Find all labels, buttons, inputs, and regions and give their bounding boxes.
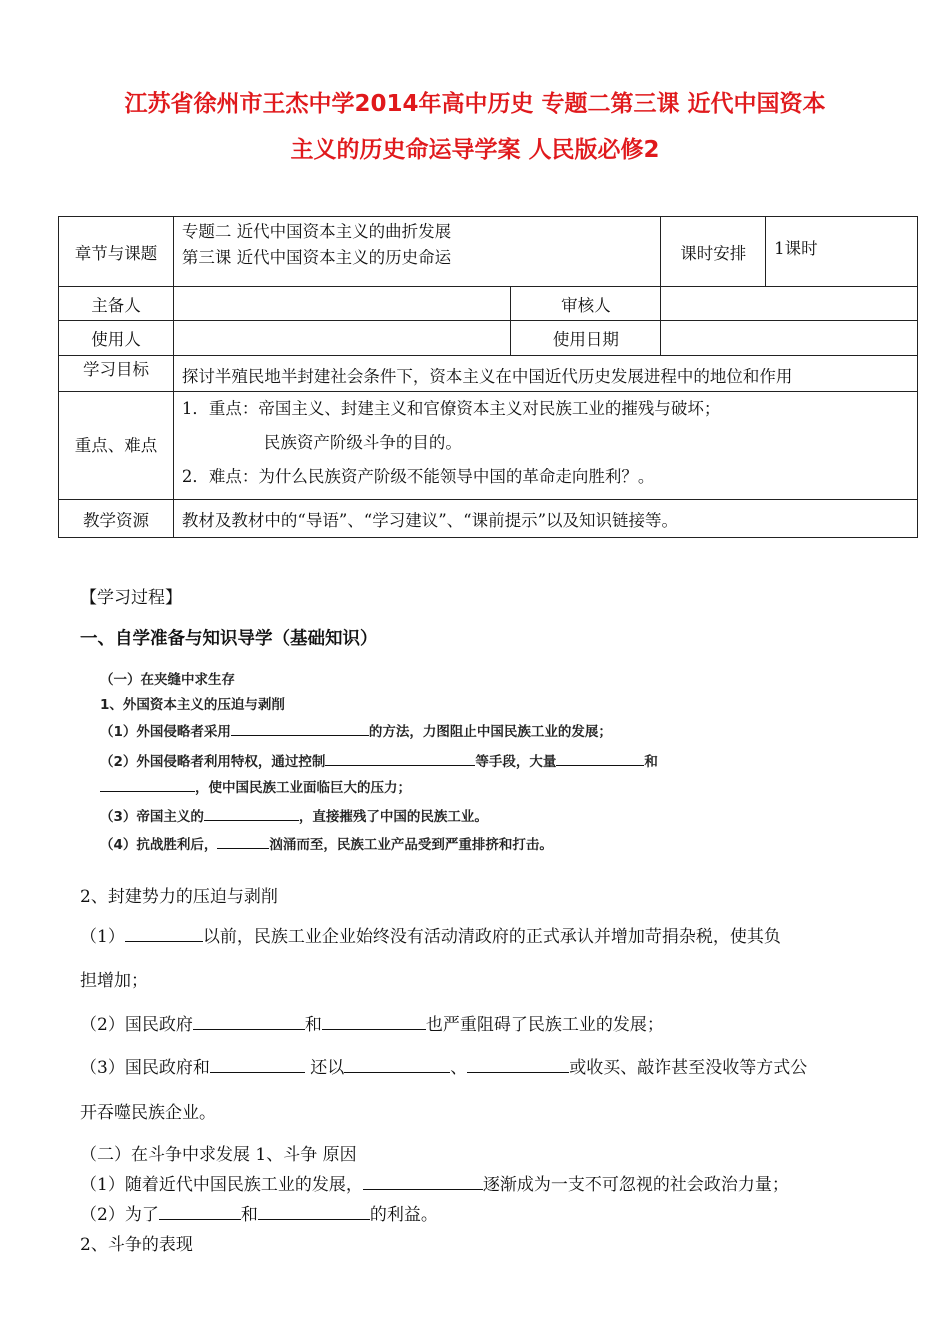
lesson-info-table (58, 216, 918, 538)
preparer-label: 主备人 (59, 287, 174, 321)
blank[interactable] (363, 1173, 483, 1190)
blank[interactable] (467, 1056, 569, 1073)
blank[interactable] (100, 777, 195, 792)
reviewer-label: 审核人 (511, 287, 661, 321)
chapter-value: 专题二 近代中国资本主义的曲折发展 第三课 近代中国资本主义的历史命运 (173, 217, 660, 287)
blank[interactable] (210, 1056, 305, 1073)
blank[interactable] (322, 1013, 426, 1030)
learning-process-heading: 【学习过程】 (80, 588, 182, 608)
date-value (661, 321, 918, 356)
document-title-line2: 主义的历史命运导学案 人民版必修2 (290, 137, 660, 163)
preparer-value (173, 287, 511, 321)
blank[interactable] (125, 925, 203, 942)
reviewer-value (661, 287, 918, 321)
scan-line-4: （2）外国侵略者利用特权，通过控制 等手段，大量 和 (100, 750, 658, 770)
resource-label: 教学资源 (59, 500, 174, 538)
blank[interactable] (258, 1203, 370, 1220)
feudal-title: 2、封建势力的压迫与剥削 (80, 887, 278, 907)
feudal-item-3: （3）国民政府和 还以 、 或收买、敲诈甚至没收等方式公 (80, 1058, 808, 1078)
feudal-item-2: （2）国民政府 和 也严重阻碍了民族工业的发展； (80, 1015, 664, 1035)
blank[interactable] (556, 751, 644, 766)
goal-value: 探讨半殖民地半封建社会条件下，资本主义在中国近代历史发展进程中的地位和作用 (173, 356, 917, 392)
cause-item-2: （2）为了 和 的利益。 (80, 1205, 438, 1225)
schedule-label: 课时安排 (661, 217, 766, 287)
cause-item-1: （1）随着近代中国民族工业的发展， 逐渐成为一支不可忽视的社会政治力量； (80, 1175, 789, 1195)
blank[interactable] (344, 1056, 450, 1073)
resource-value: 教材及教材中的“导语”、“学习建议”、“课前提示”以及知识链接等。 (173, 500, 917, 538)
scan-line-7: （4）抗战胜利后， 汹涌而至，民族工业产品受到严重排挤和打击。 (100, 833, 553, 853)
document-title-line1: 江苏省徐州市王杰中学2014年高中历史 专题二第三课 近代中国资本 (124, 91, 826, 117)
goal-label: 学习目标 (59, 356, 174, 392)
key-points-label: 重点、难点 (59, 392, 174, 500)
date-label: 使用日期 (511, 321, 661, 356)
feudal-item-1: （1） 以前，民族工业企业始终没有活动清政府的正式承认并增加苛捐杂税，使其负 (80, 927, 781, 947)
blank[interactable] (204, 806, 299, 821)
scan-line-1: （一）在夹缝中求生存 (100, 672, 235, 688)
blank[interactable] (193, 1013, 305, 1030)
struggle-title: 2、斗争的表现 (80, 1235, 193, 1255)
blank[interactable] (231, 721, 369, 736)
schedule-value: 1课时 (766, 217, 918, 287)
scan-line-2: 1、外国资本主义的压迫与剥削 (100, 697, 285, 713)
chapter-label: 章节与课题 (59, 217, 174, 287)
scan-line-3: （1）外国侵略者采用 的方法，力图阻止中国民族工业的发展； (100, 720, 612, 740)
scan-line-5: ，使中国民族工业面临巨大的压力； (100, 776, 411, 796)
user-value (173, 321, 511, 356)
part2-heading: （二）在斗争中求发展 1、斗争 原因 (80, 1145, 357, 1165)
blank[interactable] (325, 751, 475, 766)
user-label: 使用人 (59, 321, 174, 356)
feudal-item-3-cont: 开吞噬民族企业。 (80, 1103, 216, 1123)
section1-heading: 一、自学准备与知识导学（基础知识） (80, 629, 378, 649)
blank[interactable] (159, 1203, 241, 1220)
blank[interactable] (217, 834, 269, 849)
feudal-item-1-cont: 担增加； (80, 971, 148, 991)
scan-line-6: （3）帝国主义的 ，直接摧残了中国的民族工业。 (100, 805, 488, 825)
key-points-value: 1．重点：帝国主义、封建主义和官僚资本主义对民族工业的摧残与破坏； 民族资产阶级斗争的目的。 2．难点：为什么民族资产阶级不能领导中国的革命走向胜利？。 (173, 392, 917, 500)
